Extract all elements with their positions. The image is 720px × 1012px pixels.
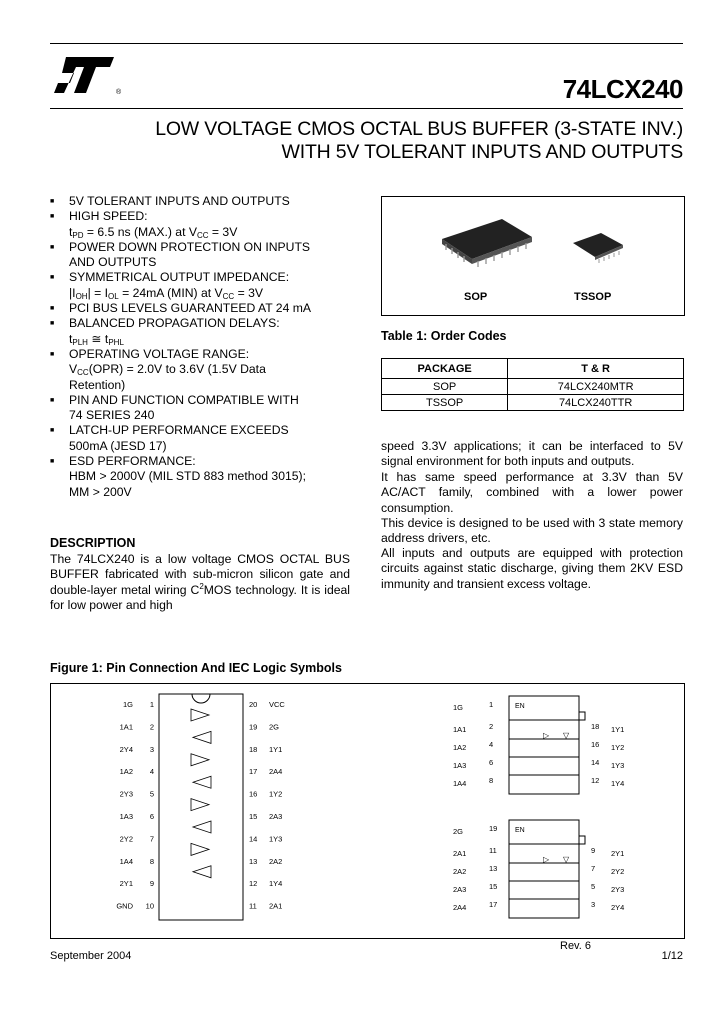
pin-label: 1A1 [119, 722, 133, 732]
iec-input-label: 1A4 [453, 779, 467, 788]
pin-label: 2A3 [269, 812, 283, 821]
pin-number: 15 [249, 812, 258, 821]
svg-text:EN: EN [515, 827, 525, 834]
pin-number: 8 [149, 856, 154, 866]
order-table-caption: Table 1: Order Codes [381, 329, 507, 343]
pin-label: 1Y4 [269, 879, 283, 889]
feature-item: ■ POWER DOWN PROTECTION ON INPUTS AND OUTPUTS [50, 239, 311, 270]
iec-output-label: 2Y1 [611, 849, 625, 858]
iec-pin-number: 16 [591, 740, 600, 749]
iec-output-label: 2Y3 [611, 885, 625, 894]
iec-output-label: 1Y2 [611, 743, 625, 752]
buffer-gate-symbol [191, 799, 209, 811]
iec-output-label: 1Y1 [611, 725, 625, 734]
iec-pin-number: 9 [591, 846, 596, 855]
pin-number: 3 [149, 744, 154, 754]
pin-number: 11 [249, 901, 257, 911]
table-row: SOP 74LCX240MTR [382, 379, 684, 395]
svg-text:EN: EN [515, 703, 525, 710]
title-line-1: LOW VOLTAGE CMOS OCTAL BUS BUFFER (3-STATE INV.) [155, 118, 683, 140]
iec-pin-number: 18 [591, 722, 600, 731]
description-paragraph-1: The 74LCX240 is a low voltage CMOS OCTAL BUS BUFFER fabricated with sub-micron silicon gate and double-layer metal wiring $C^2MOS$ technology. It is ideal for low power and high [50, 552, 351, 612]
iec-input-label: 2A1 [453, 849, 467, 858]
iec-input-label: 2A2 [453, 867, 467, 876]
feature-item: ■ PIN AND FUNCTION COMPATIBLE WITH 74 SERIES 240 [50, 392, 299, 423]
pin-label: 1A3 [119, 812, 133, 821]
package-box [381, 196, 685, 316]
sop-package-image [432, 209, 542, 269]
pin-number: 16 [249, 789, 258, 799]
top-rule [50, 43, 683, 44]
pin-number: 2 [149, 722, 154, 732]
feature-item: ■ ESD PERFORMANCE: HBM > 2000V (MIL STD 883 method 3015); MM > 200V [50, 454, 306, 499]
iec-pin-number: 1 [489, 700, 494, 709]
pin-label: 2Y4 [119, 744, 133, 754]
iec-pin-number: 12 [591, 776, 600, 785]
svg-text:▽: ▽ [563, 731, 570, 740]
iec-input-label: 1A2 [453, 743, 467, 752]
pin-label: 2A1 [269, 901, 283, 911]
table-header: T & R [508, 359, 684, 379]
iec-pin-number: 3 [591, 900, 596, 909]
description-paragraph-5: All inputs and outputs are equipped with protection circuits against static discharge, giving them 2KV ESD immunity and transient excess voltage. [381, 546, 683, 591]
pin-label: 1Y3 [269, 834, 283, 844]
pin-number: 12 [249, 879, 258, 889]
buffer-gate-symbol [191, 843, 209, 855]
pin-label: 2Y1 [119, 879, 133, 889]
description-paragraph-3: It has same speed performance at 3.3V than 5V AC/ACT family, combined with a lower power consumption. [381, 470, 683, 515]
feature-item: ■ SYMMETRICAL OUTPUT IMPEDANCE: $|I_{OH}| = I_{OL} = 24mA$ (MIN) at $V_{CC} = 3V$ [50, 270, 290, 301]
iec-pin-number: 5 [591, 882, 596, 891]
pin-number: 20 [249, 700, 258, 709]
pin-label: 1G [122, 700, 133, 709]
iec-pin-number: 6 [489, 758, 494, 767]
pin-number: 1 [149, 700, 154, 709]
pin-label: 2Y3 [119, 789, 133, 799]
page-number: 1/12 [661, 950, 683, 962]
part-number: 74LCX240 [562, 74, 683, 104]
buffer-gate-symbol [191, 709, 209, 721]
buffer-gate-symbol [193, 866, 211, 878]
iec-input-label: 2G [453, 827, 464, 836]
pin-label: 1Y1 [269, 744, 283, 754]
iec-pin-number: 15 [489, 882, 498, 891]
pin-label: 2A4 [269, 767, 283, 777]
iec-input-label: 1G [453, 703, 464, 712]
description-heading: DESCRIPTION [50, 536, 136, 550]
iec-output-label: 2Y2 [611, 867, 625, 876]
iec-input-label: 2A4 [453, 903, 467, 912]
buffer-gate-symbol [191, 754, 209, 766]
iec-pin-number: 2 [489, 722, 494, 731]
buffer-gate-symbol [193, 731, 211, 743]
sop-label: SOP [464, 291, 488, 303]
feature-item: ■ BALANCED PROPAGATION DELAYS: $t_{PLH}$ ≅ $t_{PHL}$ [50, 316, 280, 347]
iec-output-label: 1Y4 [611, 779, 625, 788]
iec-pin-number: 4 [489, 740, 494, 749]
features-list [50, 194, 350, 500]
pin-label: 2A2 [269, 856, 283, 866]
tssop-label: TSSOP [574, 291, 612, 303]
title-line-2: WITH 5V TOLERANT INPUTS AND OUTPUTS [281, 141, 683, 163]
iec-pin-number: 17 [489, 900, 498, 909]
pin-number: 14 [249, 834, 258, 844]
pin-number: 17 [249, 767, 258, 777]
buffer-gate-symbol [193, 821, 211, 833]
iec-output-label: 2Y4 [611, 903, 625, 912]
feature-item: ■ PCI BUS LEVELS GUARANTEED AT 24 mA [50, 301, 312, 316]
footer-date: September 2004 [50, 950, 132, 962]
pin-label: GND [116, 901, 133, 911]
iec-input-label: 1A1 [453, 725, 467, 734]
iec-input-label: 2A3 [453, 885, 467, 894]
pin-number: 7 [149, 834, 154, 844]
pin-label: VCC [269, 700, 285, 709]
buffer-gate-symbol [193, 776, 211, 788]
svg-text:®: ® [116, 89, 122, 95]
pin-label: 1A2 [119, 767, 133, 777]
pin-label: 1A4 [119, 856, 133, 866]
pin-number: 6 [149, 812, 154, 821]
pin-number: 4 [149, 767, 154, 777]
figure-caption: Figure 1: Pin Connection And IEC Logic Symbols [50, 661, 342, 675]
iec-input-label: 1A3 [453, 761, 467, 770]
description-paragraph-4: This device is designed to be used with 3 state memory address drivers, etc. [381, 516, 683, 546]
pin-label: 2Y2 [119, 834, 133, 844]
iec-pin-number: 19 [489, 824, 498, 833]
st-logo [52, 53, 124, 100]
feature-item: ■ OPERATING VOLTAGE RANGE: $V_{CC}(OPR) = 2.0V$ to 3.6V (1.5V Data Retention) [50, 346, 266, 392]
tssop-package-image [569, 227, 629, 267]
pin-number: 5 [149, 789, 154, 799]
table-header: PACKAGE [382, 359, 508, 379]
iec-pin-number: 14 [591, 758, 600, 767]
svg-text:▷: ▷ [543, 731, 550, 740]
table-row: TSSOP 74LCX240TTR [382, 395, 684, 411]
pin-number: 10 [145, 901, 154, 911]
iec-pin-number: 13 [489, 864, 498, 873]
iec-pin-number: 7 [591, 864, 596, 873]
svg-text:▽: ▽ [563, 855, 570, 864]
order-codes-table [381, 358, 684, 411]
title-rule [50, 108, 683, 109]
iec-output-label: 1Y3 [611, 761, 625, 770]
pin-label: 2G [269, 722, 280, 732]
svg-text:▷: ▷ [543, 855, 550, 864]
iec-pin-number: 11 [489, 846, 497, 855]
pin-label: 1Y2 [269, 789, 283, 799]
pin-diagram [51, 684, 684, 938]
feature-item: ■ HIGH SPEED: $t_{PD} = 6.5$ ns (MAX.) at $V_{CC} = 3V$ [50, 209, 238, 240]
pin-number: 18 [249, 744, 258, 754]
description-paragraph-2: speed 3.3V applications; it can be interfaced to 5V signal environment for both inputs and outputs. [381, 439, 683, 469]
feature-item: ■ 5V TOLERANT INPUTS AND OUTPUTS [50, 194, 290, 208]
pin-number: 13 [249, 856, 258, 866]
iec-pin-number: 8 [489, 776, 494, 785]
feature-item: ■ LATCH-UP PERFORMANCE EXCEEDS 500mA (JESD 17) [50, 423, 289, 453]
pin-number: 19 [249, 722, 258, 732]
figure-box [50, 683, 685, 939]
revision: Rev. 6 [560, 940, 591, 952]
pin-number: 9 [149, 879, 154, 889]
